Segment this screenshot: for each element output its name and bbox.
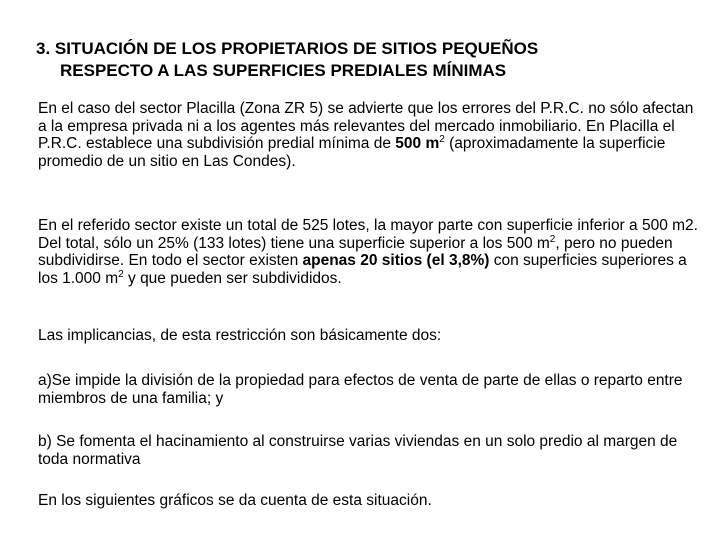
- section-title-line2: RESPECTO A LAS SUPERFICIES PREDIALES MÍNIMAS: [60, 61, 507, 80]
- paragraph-lots-text-d: y que pueden ser subdivididos.: [123, 269, 342, 287]
- paragraph-point-a: a)Se impide la división de la propiedad para efectos de venta de parte de ellas o reparto entre miembros de una familia; y: [38, 372, 683, 407]
- section-title: [36, 38, 706, 82]
- paragraph-closing: En los siguientes gráficos se da cuenta de esta situación.: [38, 492, 432, 509]
- paragraph-implications: Las implicancias, de esta restricción son básicamente dos:: [38, 327, 442, 344]
- paragraph-placilla-bold: 500 m: [395, 135, 440, 152]
- paragraph-point-b: b) Se fomenta el hacinamiento al construirse varias viviendas en un solo predio al margen de toda normativa: [38, 433, 678, 468]
- paragraph-lots-text-a: En el referido sector existe un total de 525 lotes, la mayor parte con superficie inferior a 500 m2. Del total, sólo un 25% (133 lotes) tiene una superficie superior a los 500 m: [38, 217, 698, 252]
- paragraph-lots-sup2: 2: [118, 268, 124, 280]
- paragraph-lots-sup1: 2: [549, 233, 556, 245]
- paragraph-lots-text-c: con superficies superiores a los 1.000 m: [38, 252, 687, 287]
- section-title-line1: 3. SITUACIÓN DE LOS PROPIETARIOS DE SITIOS PEQUEÑOS: [36, 39, 539, 58]
- paragraph-lots: [38, 217, 698, 287]
- paragraph-lots-bold: apenas 20 sitios (el 3,8%): [302, 252, 490, 269]
- paragraph-lots-text-b: , pero no pueden subdividirse. En todo el sector existen: [38, 234, 673, 269]
- paragraph-placilla-text-b: (aproximadamente la superficie promedio de un sitio en Las Condes).: [38, 135, 666, 170]
- paragraph-placilla-sup: 2: [439, 134, 445, 145]
- paragraph-placilla-text-a: En el caso del sector Placilla (Zona ZR 5) se advierte que los errores del P.R.C. no sólo afectan a la empresa privada ni a los agentes más relevantes del mercado inmobiliario. En Placilla el P.R.C. establece una subdivisión predial mínima de: [38, 100, 694, 152]
- paragraph-placilla: [38, 100, 698, 170]
